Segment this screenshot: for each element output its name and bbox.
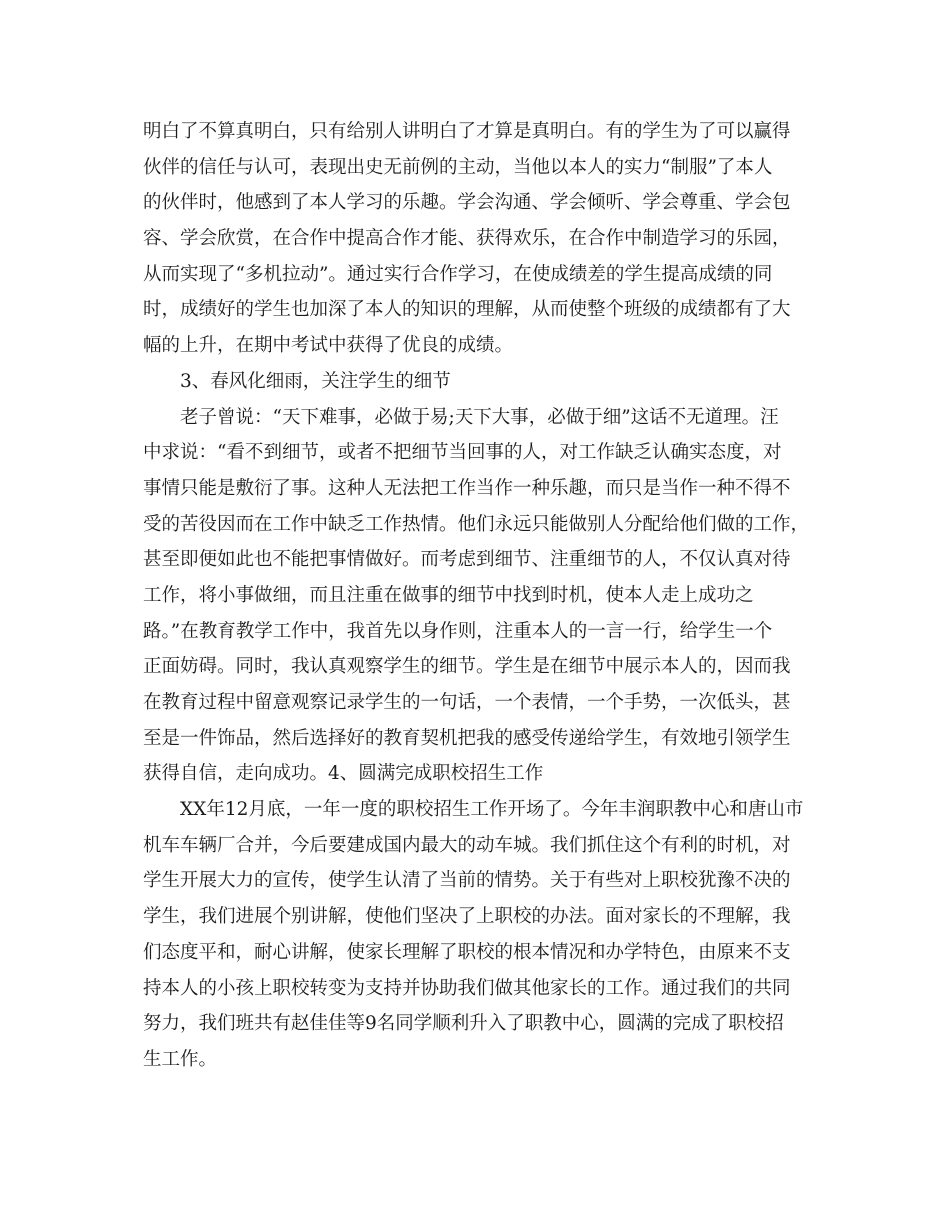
text-line: 路。”在教育教学工作中，我首先以身作则，注重本人的一言一行，给学生一个 (143, 620, 773, 642)
text-line: 生工作。 (143, 1048, 218, 1070)
text-line: 伙伴的信任与认可，表现出史无前例的主动，当他以本人的实力“制服”了本人 (143, 156, 773, 178)
text-line: 容、学会欣赏，在合作中提高合作才能、获得欢乐，在合作中制造学习的乐园， (143, 228, 791, 250)
text-line: 事情只能是敷衍了事。这种人无法把工作当作一种乐趣，而只是当作一种不得不 (143, 477, 791, 499)
text-line: 至是一件饰品，然后选择好的教育契机把我的感受传递给学生，有效地引领学生 (143, 727, 791, 749)
text-line: 在教育过程中留意观察记录学生的一句话，一个表情，一个手势，一次低头，甚 (143, 692, 791, 713)
text-line: 明白了不算真明白，只有给别人讲明白了才算是真明白。有的学生为了可以赢得 (143, 121, 791, 142)
text-line: 3、春风化细雨，关注学生的细节 (180, 370, 451, 392)
text-line: 工作，将小事做细，而且注重在做事的细节中找到时机，使本人走上成功之 (143, 584, 754, 606)
text-line: 努力，我们班共有赵佳佳等9名同学顺利升入了职教中心，圆满的完成了职校招 (143, 1013, 784, 1035)
text-line: 获得自信，走向成功。4、圆满完成职校招生工作 (143, 763, 544, 785)
text-line: 持本人的小孩上职校转变为支持并协助我们做其他家长的工作。通过我们的共同 (143, 977, 791, 999)
text-line: XX年12月底，一年一度的职校招生工作开场了。今年丰润职教中心和唐山市 (180, 799, 804, 821)
text-line: 甚至即便如此也不能把事情做好。而考虑到细节、注重细节的人，不仅认真对待 (143, 549, 791, 571)
text-line: 正面妨碍。同时，我认真观察学生的细节。学生是在细节中展示本人的，因而我 (143, 656, 791, 678)
text-line: 受的苦役因而在工作中缺乏工作热情。他们永远只能做别人分配给他们做的工作， (143, 513, 810, 535)
text-line: 们态度平和，耐心讲解，使家长理解了职校的根本情况和办学特色，由原来不支 (143, 941, 791, 963)
text-line: 老子曾说：“天下难事，必做于易;天下大事，必做于细”这话不无道理。汪 (180, 406, 779, 428)
text-line: 机车车辆厂合并，今后要建成国内最大的动车城。我们抓住这个有利的时机，对 (143, 834, 791, 856)
text-line: 学生，我们进展个别讲解，使他们坚决了上职校的办法。面对家长的不理解，我 (143, 906, 791, 928)
text-line: 的伙伴时，他感到了本人学习的乐趣。学会沟通、学会倾听、学会尊重、学会包 (143, 192, 791, 214)
document-body (143, 114, 813, 1078)
text-line: 时，成绩好的学生也加深了本人的知识的理解，从而使整个班级的成绩都有了大 (143, 299, 791, 321)
text-line: 中求说：“看不到细节，或者不把细节当回事的人，对工作缺乏认确实态度，对 (143, 442, 782, 464)
text-line: 从而实现了“多机拉动”。通过实行合作学习，在使成绩差的学生提高成绩的同 (143, 263, 773, 285)
text-line: 幅的上升，在期中考试中获得了优良的成绩。 (143, 335, 514, 357)
text-line: 学生开展大力的宣传，使学生认清了当前的情势。关于有些对上职校犹豫不决的 (143, 870, 791, 892)
